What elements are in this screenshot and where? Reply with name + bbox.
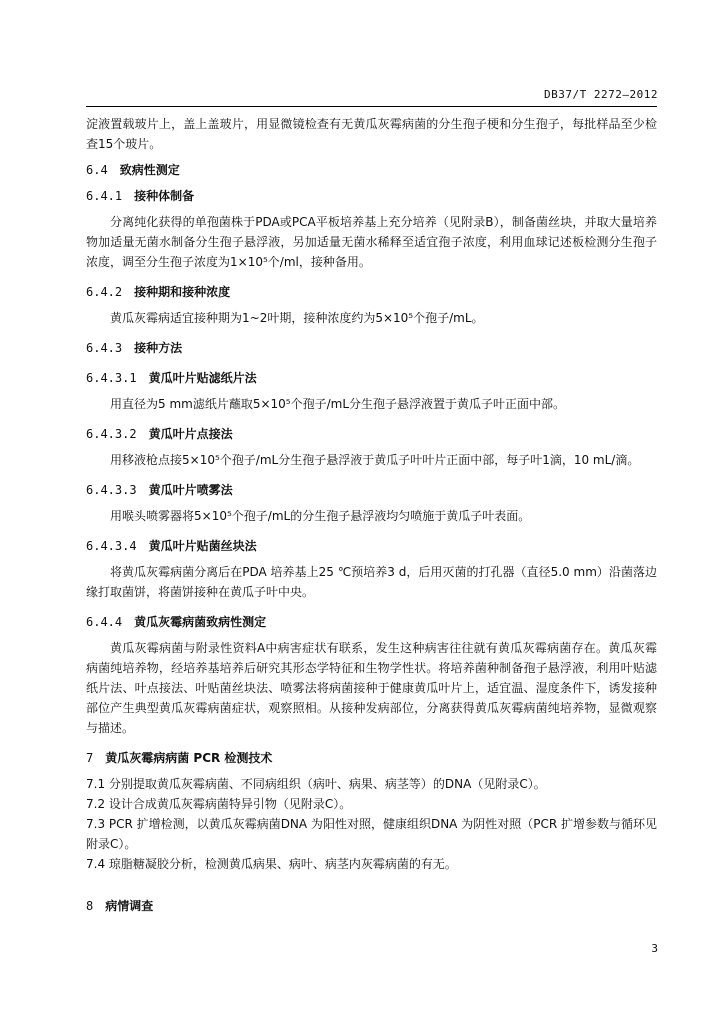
- section-heading-6-4-3-2: [86, 424, 657, 444]
- section-title: 病情调查: [105, 899, 154, 913]
- clause-7-3: 7.3 PCR 扩增检测，以黄瓜灰霉病菌DNA 为阳性对照，健康组织DNA 为阴性对照（PCR 扩增参数与循环见附录C）。: [86, 817, 657, 851]
- section-title: 致病性测定: [119, 163, 180, 177]
- paragraph-6-4-4: 黄瓜灰霉病菌与附录性资料A中病害症状有联系，发生这种病害往往就有黄瓜灰霉病菌存在。黄瓜灰霉病菌纯培养物，经培养基培养后研究其形态学特征和生物学性状。将培养菌种制备孢子悬浮液，利用叶贴滤纸片法、叶点接法、叶贴菌丝块法、喷雾法将病菌接种于健康黄瓜叶片上，适宜温、湿度条件下，诱发接种部位产生典型黄瓜灰霉病菌症状，观察照相。从接种发病部位，分离获得黄瓜灰霉病菌纯培养物，显微观察与描述。: [86, 641, 657, 735]
- paragraph-6-4-3-3: 用喉头喷雾器将5×10⁵个孢子/mL的分生孢子悬浮液均匀喷施于黄瓜子叶表面。: [110, 509, 531, 523]
- page-number: 3: [651, 942, 658, 955]
- section-heading-6-4-1: [86, 186, 657, 206]
- section-heading-6-4-3: [86, 338, 657, 358]
- section-heading-6-4: [86, 160, 657, 180]
- section-heading-8: [86, 896, 657, 916]
- paragraph-6-4-2: 黄瓜灰霉病适宜接种期为1~2叶期，接种浓度约为5×10⁵个孢子/mL。: [110, 311, 484, 325]
- section-heading-7: [86, 748, 657, 768]
- section-title: 接种期和接种浓度: [134, 285, 231, 299]
- clause-7-1: 7.1 分别提取黄瓜灰霉病菌、不同病组织（病叶、病果、病茎等）的DNA（见附录C）。: [86, 777, 546, 791]
- section-heading-6-4-3-4: [86, 536, 657, 556]
- paragraph-6-4-3-4: 将黄瓜灰霉病菌分离后在PDA 培养基上25 ℃预培养3 d，后用灭菌的打孔器（直径5.0 mm）沿菌落边缘打取菌饼，将菌饼接种在黄瓜子叶中央。: [86, 565, 657, 599]
- section-title: 黄瓜灰霉病菌致病性测定: [134, 615, 267, 629]
- page-body: [86, 114, 657, 916]
- section-heading-6-4-3-1: [86, 368, 657, 388]
- section-heading-6-4-3-3: [86, 480, 657, 500]
- section-title: 黄瓜叶片贴菌丝块法: [148, 539, 257, 553]
- header-rule: [86, 106, 657, 107]
- section-title: 黄瓜叶片点接法: [148, 427, 233, 441]
- section-title: 黄瓜灰霉病病菌 PCR 检测技术: [105, 751, 273, 765]
- section-number: 6.4.4: [86, 615, 123, 629]
- section-number: 6.4.3.3: [86, 483, 137, 497]
- section-number: 6.4.3.4: [86, 539, 137, 553]
- section-number: 8: [86, 899, 94, 913]
- paragraph-continued: 淀液置载玻片上，盖上盖玻片，用显微镜检查有无黄瓜灰霉病菌的分生孢子梗和分生孢子，每批样品至少检查15个玻片。: [86, 117, 657, 151]
- section-number: 6.4.3.1: [86, 371, 137, 385]
- section-title: 接种方法: [134, 341, 183, 355]
- paragraph-6-4-3-2: 用移液枪点接5×10⁵个孢子/mL分生孢子悬浮液于黄瓜子叶叶片正面中部，每子叶1滴，10 mL/滴。: [110, 453, 640, 467]
- section-title: 黄瓜叶片喷雾法: [148, 483, 233, 497]
- clause-7-2: 7.2 设计合成黄瓜灰霉病菌特异引物（见附录C）。: [86, 797, 352, 811]
- section-heading-6-4-4: [86, 612, 657, 632]
- section-number: 6.4.1: [86, 189, 123, 203]
- section-heading-6-4-2: [86, 282, 657, 302]
- section-title: 黄瓜叶片贴滤纸片法: [148, 371, 257, 385]
- section-number: 6.4.3.2: [86, 427, 137, 441]
- paragraph-6-4-3-1: 用直径为5 mm滤纸片蘸取5×10⁵个孢子/mL分生孢子悬浮液置于黄瓜子叶正面中部。: [110, 397, 566, 411]
- paragraph-6-4-1: 分离纯化获得的单孢菌株于PDA或PCA平板培养基上充分培养（见附录B），制备菌丝块，并取大量培养物加适量无菌水制备分生孢子悬浮液，另加适量无菌水稀释至适宜孢子浓度，利用血球记述板检测分生孢子浓度，调至分生孢子浓度为1×10⁵个/ml，接种备用。: [86, 215, 657, 269]
- clause-7-4: 7.4 琼脂糖凝胶分析，检测黄瓜病果、病叶、病茎内灰霉病菌的有无。: [86, 857, 457, 871]
- section-title: 接种体制备: [134, 189, 195, 203]
- section-number: 6.4: [86, 163, 108, 177]
- section-number: 6.4.3: [86, 341, 123, 355]
- standard-number: DB37/T 2272—2012: [544, 88, 658, 101]
- section-number: 7: [86, 751, 94, 765]
- section-number: 6.4.2: [86, 285, 123, 299]
